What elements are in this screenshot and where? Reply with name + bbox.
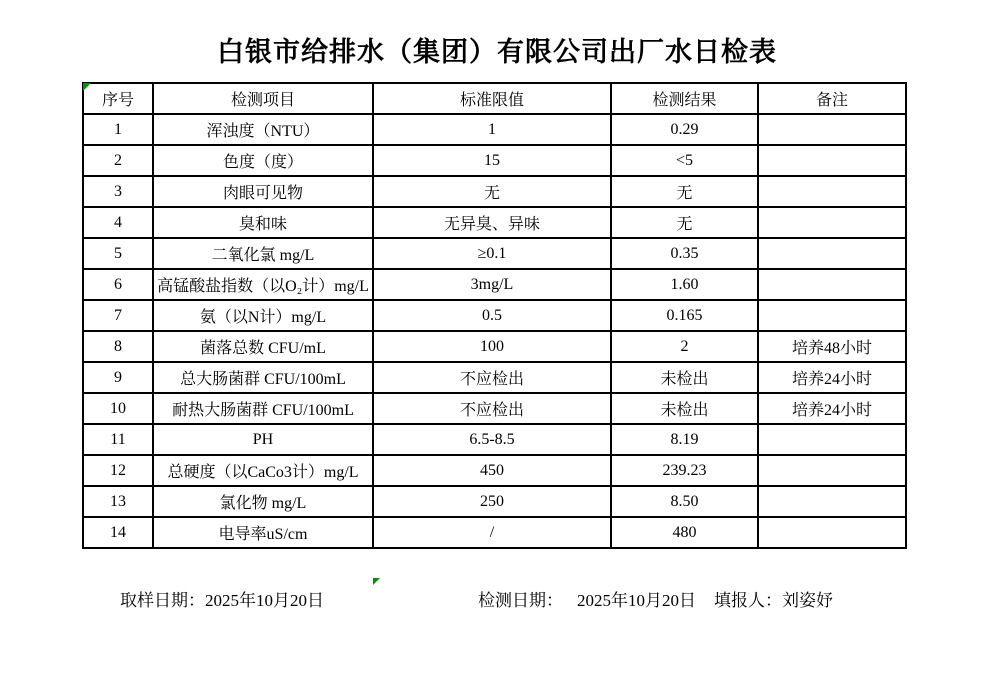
table-row xyxy=(83,145,906,176)
cell-seq[interactable]: 6 xyxy=(83,269,153,300)
cell-limit[interactable]: 450 xyxy=(373,455,611,486)
header-row xyxy=(83,83,906,114)
cell-limit[interactable]: 1 xyxy=(373,114,611,145)
cell-item[interactable]: 总大肠菌群 CFU/100mL xyxy=(153,362,373,393)
cell-limit[interactable]: 3mg/L xyxy=(373,269,611,300)
cell-limit[interactable]: 无异臭、异味 xyxy=(373,207,611,238)
cell-seq[interactable]: 2 xyxy=(83,145,153,176)
cell-seq[interactable]: 12 xyxy=(83,455,153,486)
col-header-limit[interactable]: 标准限值 xyxy=(373,83,611,114)
cell-seq[interactable]: 7 xyxy=(83,300,153,331)
cell-limit[interactable]: 250 xyxy=(373,486,611,517)
cell-remark[interactable] xyxy=(758,207,906,238)
cell-limit[interactable]: 无 xyxy=(373,176,611,207)
cell-limit[interactable]: 不应检出 xyxy=(373,393,611,424)
cell-limit[interactable]: 100 xyxy=(373,331,611,362)
cell-remark[interactable] xyxy=(758,176,906,207)
cell-result[interactable]: 未检出 xyxy=(611,393,758,424)
cell-remark[interactable] xyxy=(758,300,906,331)
cell-seq[interactable]: 4 xyxy=(83,207,153,238)
col-header-remark[interactable]: 备注 xyxy=(758,83,906,114)
cell-seq[interactable]: 8 xyxy=(83,331,153,362)
cell-result[interactable]: 480 xyxy=(611,517,758,548)
test-date-value: 2025年10月20日 xyxy=(577,591,696,610)
cell-remark[interactable] xyxy=(758,114,906,145)
cell-result[interactable]: 0.29 xyxy=(611,114,758,145)
cell-item[interactable]: 臭和味 xyxy=(153,207,373,238)
table-row xyxy=(83,486,906,517)
cell-item[interactable]: 高锰酸盐指数（以O₂计）mg/L xyxy=(153,269,373,300)
cell-item[interactable]: 电导率uS/cm xyxy=(153,517,373,548)
table-row xyxy=(83,455,906,486)
cell-limit[interactable]: ≥0.1 xyxy=(373,238,611,269)
reporter-value: 刘姿妤 xyxy=(782,591,833,610)
cell-result[interactable]: 239.23 xyxy=(611,455,758,486)
cell-item[interactable]: 浑浊度（NTU） xyxy=(153,114,373,145)
water-quality-table xyxy=(82,82,907,549)
cell-seq[interactable]: 13 xyxy=(83,486,153,517)
cell-result[interactable]: 0.165 xyxy=(611,300,758,331)
excel-error-marker-icon xyxy=(373,578,380,585)
cell-result[interactable]: 1.60 xyxy=(611,269,758,300)
cell-remark[interactable] xyxy=(758,145,906,176)
table-row xyxy=(83,207,906,238)
cell-result[interactable]: <5 xyxy=(611,145,758,176)
table-row xyxy=(83,424,906,455)
cell-seq[interactable]: 1 xyxy=(83,114,153,145)
cell-remark[interactable]: 培养24小时 xyxy=(758,393,906,424)
cell-item[interactable]: 肉眼可见物 xyxy=(153,176,373,207)
cell-item[interactable]: 色度（度） xyxy=(153,145,373,176)
cell-item[interactable]: 耐热大肠菌群 CFU/100mL xyxy=(153,393,373,424)
cell-remark[interactable] xyxy=(758,486,906,517)
sampling-date xyxy=(120,586,324,611)
cell-item[interactable]: 二氧化氯 mg/L xyxy=(153,238,373,269)
cell-remark[interactable] xyxy=(758,238,906,269)
cell-result[interactable]: 无 xyxy=(611,207,758,238)
table-row xyxy=(83,114,906,145)
col-header-seq[interactable]: 序号 xyxy=(83,83,153,114)
cell-seq[interactable]: 9 xyxy=(83,362,153,393)
cell-item[interactable]: 菌落总数 CFU/mL xyxy=(153,331,373,362)
cell-item[interactable]: 总硬度（以CaCo3计）mg/L xyxy=(153,455,373,486)
cell-seq[interactable]: 3 xyxy=(83,176,153,207)
cell-result[interactable]: 无 xyxy=(611,176,758,207)
table-row xyxy=(83,269,906,300)
table-row xyxy=(83,300,906,331)
cell-result[interactable]: 8.19 xyxy=(611,424,758,455)
cell-limit[interactable]: 0.5 xyxy=(373,300,611,331)
cell-limit[interactable]: / xyxy=(373,517,611,548)
reporter xyxy=(714,586,833,611)
cell-limit[interactable]: 不应检出 xyxy=(373,362,611,393)
cell-result[interactable]: 0.35 xyxy=(611,238,758,269)
sampling-date-label: 取样日期： xyxy=(120,591,205,610)
cell-limit[interactable]: 15 xyxy=(373,145,611,176)
cell-limit[interactable]: 6.5-8.5 xyxy=(373,424,611,455)
table-row xyxy=(83,517,906,548)
table-row xyxy=(83,176,906,207)
cell-remark[interactable] xyxy=(758,455,906,486)
reporter-label: 填报人： xyxy=(714,591,782,610)
table-row xyxy=(83,331,906,362)
cell-remark[interactable]: 培养48小时 xyxy=(758,331,906,362)
cell-result[interactable]: 未检出 xyxy=(611,362,758,393)
cell-seq[interactable]: 11 xyxy=(83,424,153,455)
cell-item[interactable]: PH xyxy=(153,424,373,455)
sampling-date-value: 2025年10月20日 xyxy=(205,591,324,610)
test-date xyxy=(478,586,696,611)
table-body xyxy=(83,114,906,548)
col-header-result[interactable]: 检测结果 xyxy=(611,83,758,114)
cell-seq[interactable]: 14 xyxy=(83,517,153,548)
footer xyxy=(0,586,994,612)
cell-remark[interactable] xyxy=(758,424,906,455)
cell-seq[interactable]: 10 xyxy=(83,393,153,424)
test-date-label: 检测日期： xyxy=(478,591,563,610)
table-row xyxy=(83,238,906,269)
cell-result[interactable]: 2 xyxy=(611,331,758,362)
cell-item[interactable]: 氯化物 mg/L xyxy=(153,486,373,517)
cell-seq[interactable]: 5 xyxy=(83,238,153,269)
cell-result[interactable]: 8.50 xyxy=(611,486,758,517)
table-row xyxy=(83,393,906,424)
col-header-item[interactable]: 检测项目 xyxy=(153,83,373,114)
table-row xyxy=(83,362,906,393)
page-title: 白银市给排水（集团）有限公司出厂水日检表 xyxy=(217,37,777,67)
cell-remark[interactable]: 培养24小时 xyxy=(758,362,906,393)
cell-remark[interactable] xyxy=(758,517,906,548)
excel-error-marker-icon xyxy=(83,83,91,91)
cell-item[interactable]: 氨（以N计）mg/L xyxy=(153,300,373,331)
cell-remark[interactable] xyxy=(758,269,906,300)
